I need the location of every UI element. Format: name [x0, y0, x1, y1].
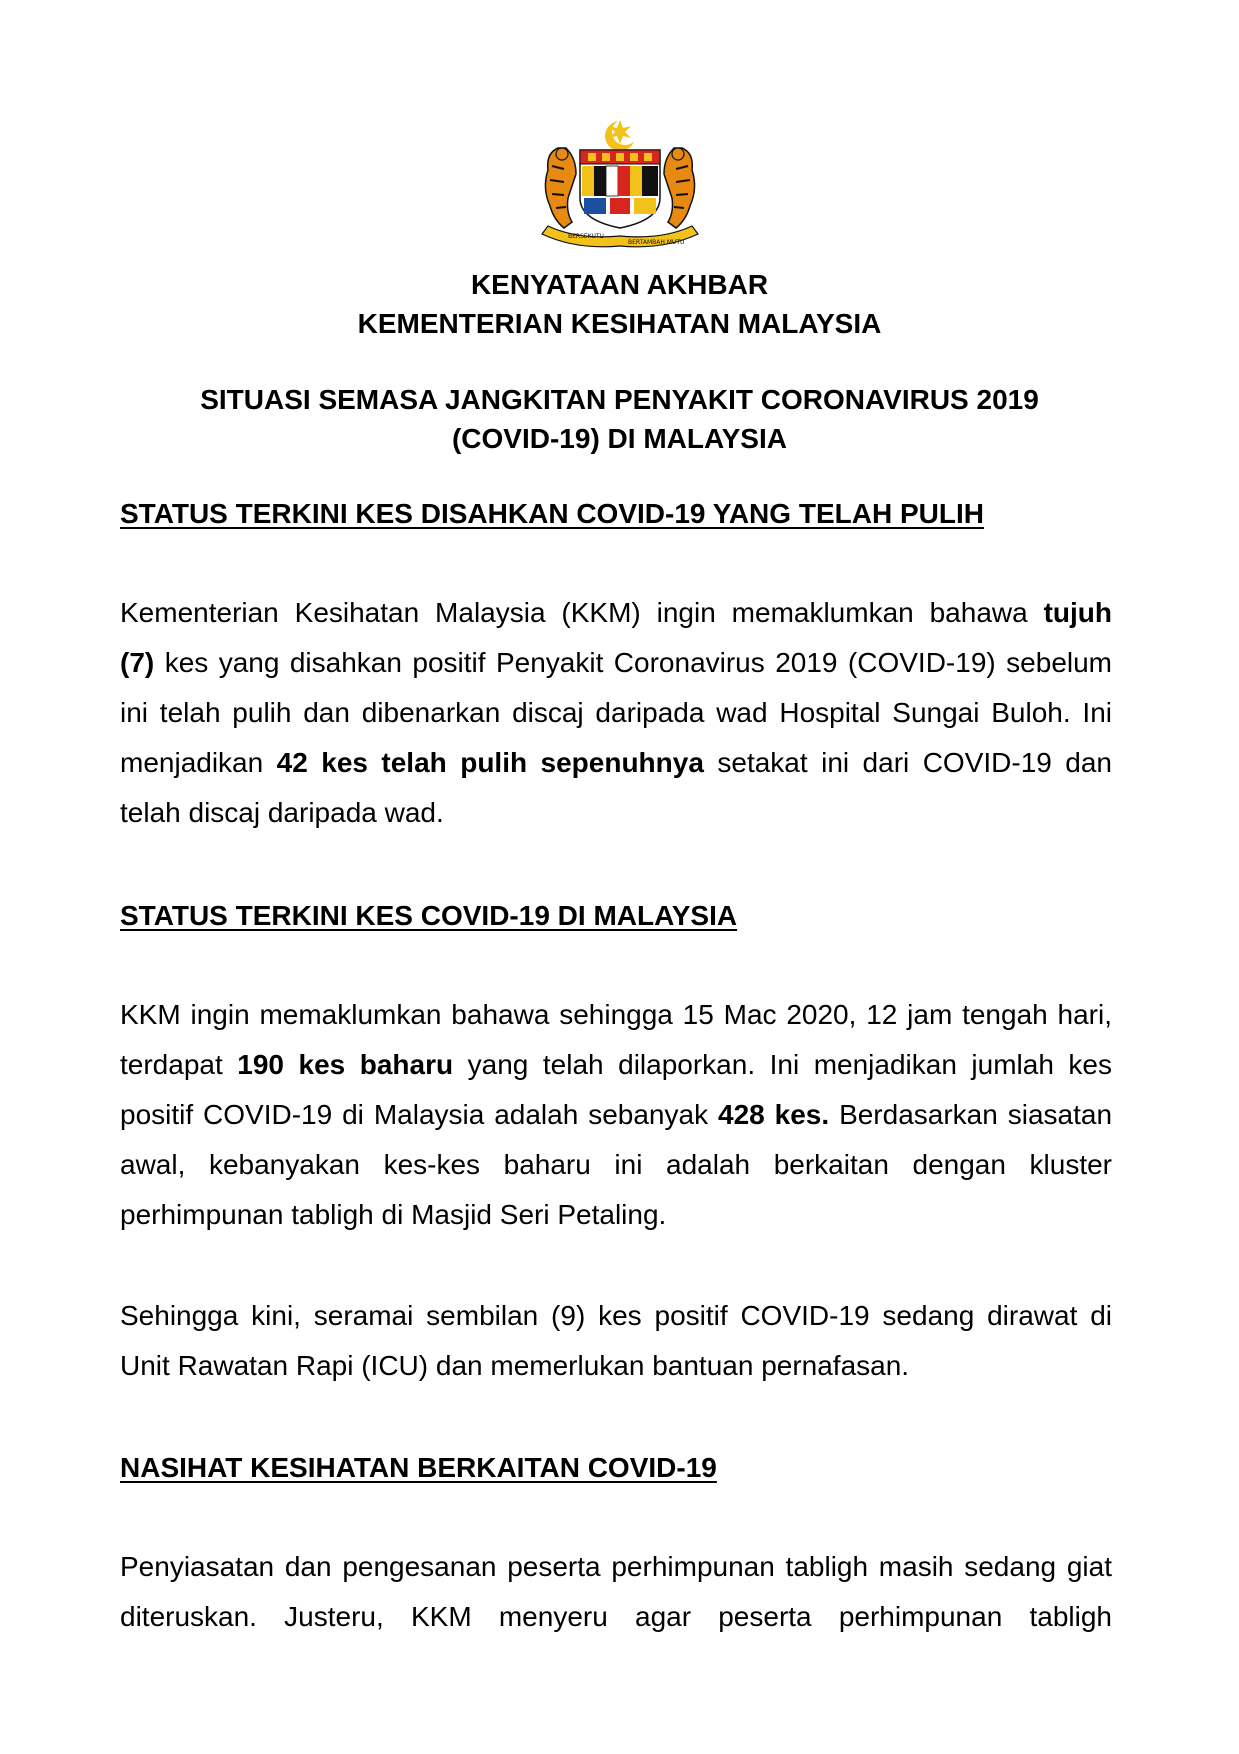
paragraph-line: positif COVID-19 di Malaysia adalah sebanyak 428 kes. Berdasarkan siasatan — [120, 1099, 1113, 1130]
paragraph-line: Unit Rawatan Rapi (ICU) dan memerlukan bantuan pernafasan. — [120, 1350, 910, 1381]
paragraph-line: awal, kebanyakan kes-kes baharu ini adalah berkaitan dengan kluster — [120, 1149, 1112, 1180]
header-line-1: KENYATAAN AKHBAR — [470, 269, 769, 300]
paragraph-line: menjadikan 42 kes telah pulih sepenuhnya setakat ini dari COVID-19 dan — [120, 747, 1113, 778]
paragraph-status — [120, 990, 1112, 1240]
paragraph-advice — [120, 1542, 1112, 1642]
section-heading-recovered: STATUS TERKINI KES DISAHKAN COVID-19 YANG TELAH PULIH — [120, 498, 984, 529]
section-heading-status: STATUS TERKINI KES COVID-19 DI MALAYSIA — [120, 900, 738, 931]
motto-left-text: BERSEKUTU — [568, 233, 604, 240]
paragraph-line: terdapat 190 kes baharu yang telah dilaporkan. Ini menjadikan jumlah kes — [120, 1049, 1113, 1080]
motto-right-text: BERTAMBAH MUTU — [628, 239, 685, 246]
paragraph-line: perhimpunan tabligh di Masjid Seri Petaling. — [120, 1199, 667, 1230]
paragraph-recovered — [120, 588, 1112, 838]
paragraph-line: Sehingga kini, seramai sembilan (9) kes positif COVID-19 sedang dirawat di — [120, 1300, 1112, 1331]
paragraph-line: Kementerian Kesihatan Malaysia (KKM) ingin memaklumkan bahawa tujuh — [120, 597, 1113, 628]
malaysia-coat-of-arms-logo — [528, 118, 712, 250]
paragraph-line: (7) kes yang disahkan positif Penyakit Coronavirus 2019 (COVID-19) sebelum — [120, 647, 1113, 678]
section-heading-advice: NASIHAT KESIHATAN BERKAITAN COVID-19 — [120, 1452, 717, 1483]
paragraph-line: diteruskan. Justeru, KKM menyeru agar peserta perhimpunan tabligh — [120, 1601, 1112, 1632]
title-line-2: (COVID-19) DI MALAYSIA — [451, 423, 787, 454]
paragraph-line: telah discaj daripada wad. — [120, 797, 444, 828]
paragraph-line: Penyiasatan dan pengesanan peserta perhimpunan tabligh masih sedang giat — [120, 1551, 1112, 1582]
paragraph-line: ini telah pulih dan dibenarkan discaj daripada wad Hospital Sungai Buloh. Ini — [120, 697, 1112, 728]
press-release-header — [0, 265, 1239, 343]
document-title — [0, 380, 1239, 458]
header-line-2: KEMENTERIAN KESIHATAN MALAYSIA — [357, 308, 882, 339]
title-line-1: SITUASI SEMASA JANGKITAN PENYAKIT CORONAVIRUS 2019 — [200, 384, 1039, 415]
paragraph-icu — [120, 1291, 1112, 1391]
paragraph-line: KKM ingin memaklumkan bahawa sehingga 15 Mac 2020, 12 jam tengah hari, — [120, 999, 1112, 1030]
